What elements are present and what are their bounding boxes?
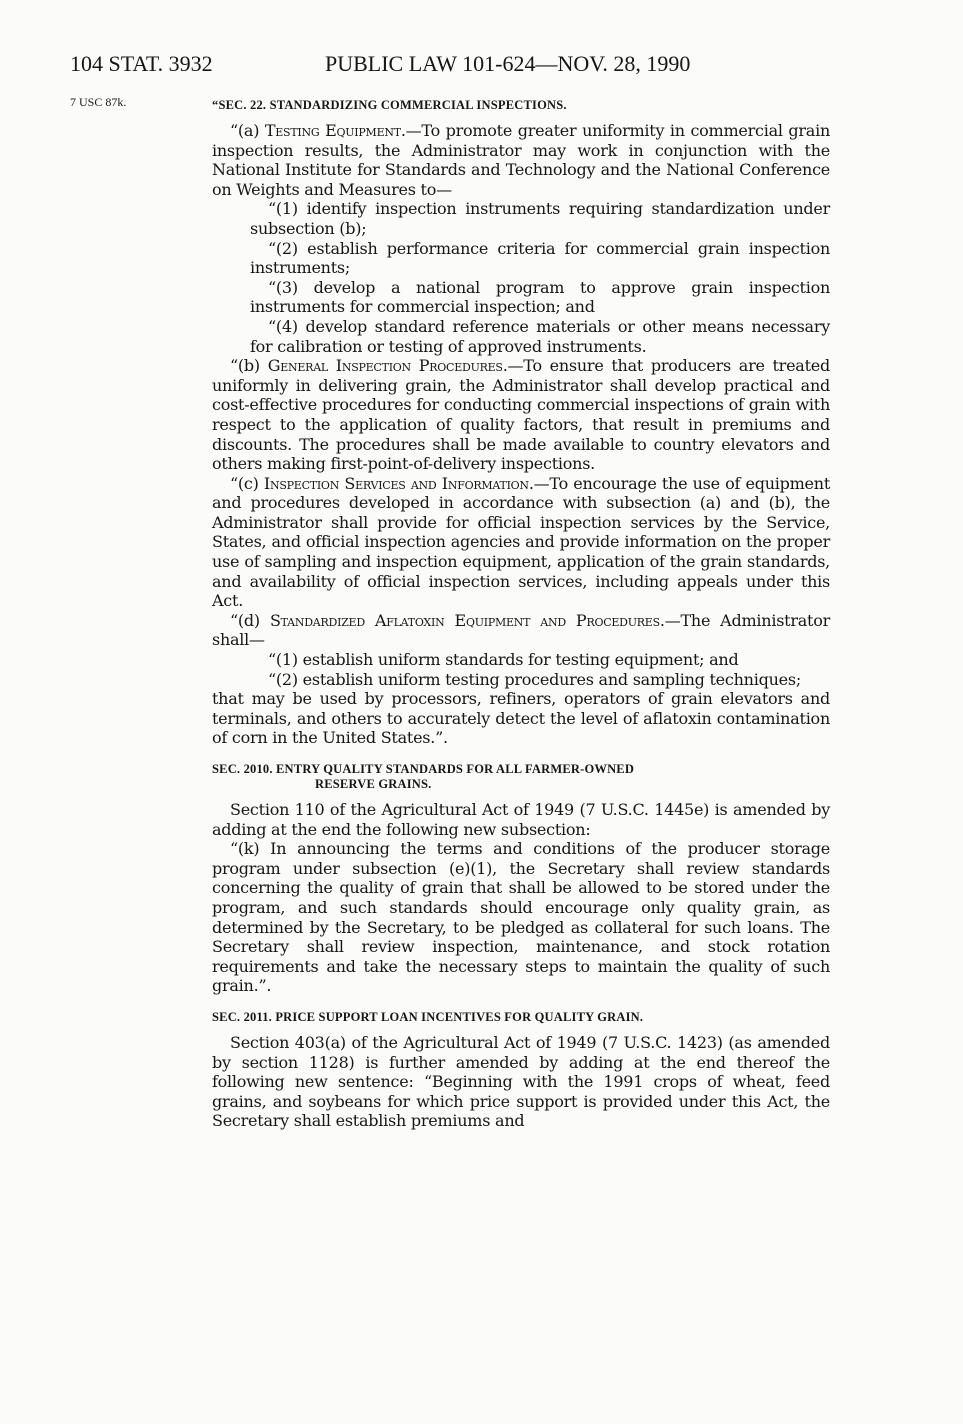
subsection-a: “(a) Testing Equipment.—To promote greater uniformity in commercial grain inspection results, the Administrator may work in conjunction with the National Institute for Standards and Technology and the National Conference on Weights and Measures to— — [212, 121, 830, 199]
section-2011-heading: SEC. 2011. PRICE SUPPORT LOAN INCENTIVES FOR QUALITY GRAIN. — [212, 1009, 644, 1024]
section-2011-paragraph-1: Section 403(a) of the Agricultural Act of 1949 (7 U.S.C. 1423) (as amended by section 1128) is further amended by adding at the end thereof the following new sentence: “Beginning with the 1991 crops of wheat, feed grains, and soybeans for which price support is provided under this Act, the Secretary shall establish premiums and — [212, 1032, 830, 1131]
page-body — [212, 90, 830, 1131]
subsection-d-title: Standardized Aflatoxin Equipment and Procedures — [269, 610, 660, 630]
paragraph-d1: “(1) establish uniform standards for testing equipment; and — [268, 650, 739, 670]
subsection-c-title: Inspection Services and Information — [263, 473, 529, 493]
section-2010-heading — [212, 762, 830, 792]
paragraph-a3: “(3) develop a national program to approve grain inspection instruments for commercial inspection; and — [250, 277, 830, 317]
section-2010-paragraph-2: “(k) In announcing the terms and conditions of the producer storage program under subsection (e)(1), the Secretary shall review standards concerning the quality of grain that shall be allowed to be stored under the program, and such standards should encourage only quality grain, as determined by the Secretary, to be pledged as collateral for such loans. The Secretary shall review inspection, maintenance, and stock rotation requirements and take the necessary steps to maintain the quality of such grain.”. — [212, 839, 830, 996]
page-header — [70, 52, 770, 82]
paragraph-a1: “(1) identify inspection instruments requiring standardization under subsection (b); — [250, 199, 830, 238]
subsection-c: “(c) Inspection Services and Information.—To encourage the use of equipment and procedures developed in accordance with subsection (a) and (b), the Administrator shall provide for official inspection services by the Service, States, and official inspection agencies and provide information on the proper use of sampling and inspection equipment, application of the grain standards, and availability of official inspection services, including appeals under this Act. — [212, 473, 830, 611]
section-22-heading: “SEC. 22. STANDARDIZING COMMERCIAL INSPECTIONS. — [212, 98, 567, 112]
subsection-d: “(d) Standardized Aflatoxin Equipment and Procedures.—The Administrator shall— — [212, 610, 830, 650]
subsection-b-title: General Inspection Procedures — [267, 356, 503, 376]
subsection-a-title: Testing Equipment — [264, 121, 401, 140]
subsection-d-closing: that may be used by processors, refiners, operators of grain elevators and terminals, and others to accurately detect the level of aflatoxin contamination of corn in the United States.”. — [212, 689, 830, 748]
subsection-b: “(b) General Inspection Procedures.—To ensure that producers are treated uniformly in delivering grain, the Administrator shall develop practical and cost-effective procedures for conducting commercial inspections of grain with respect to the application of quality factors, that result in premiums and discounts. The procedures shall be made available to country elevators and others making first-point-of-delivery inspections. — [212, 356, 830, 474]
stat-citation: 104 STAT. 3932 — [70, 51, 213, 76]
section-2010-paragraph-1: Section 110 of the Agricultural Act of 1949 (7 U.S.C. 1445e) is amended by adding at the end the following new subsection: — [212, 800, 830, 839]
paragraph-a2: “(2) establish performance criteria for commercial grain inspection instruments; — [250, 238, 830, 278]
public-law-title: PUBLIC LAW 101-624—NOV. 28, 1990 — [325, 51, 691, 76]
section-2010-heading-line1: SEC. 2010. ENTRY QUALITY STANDARDS FOR ALL FARMER-OWNED — [212, 762, 635, 776]
paragraph-a4: “(4) develop standard reference materials or other means necessary for calibration or testing of approved instruments. — [250, 316, 830, 356]
paragraph-d2: “(2) establish uniform testing procedures and sampling techniques; — [268, 669, 801, 689]
margin-citation: 7 USC 87k. — [70, 95, 127, 109]
section-2010-heading-line2: RESERVE GRAINS. — [315, 777, 432, 791]
